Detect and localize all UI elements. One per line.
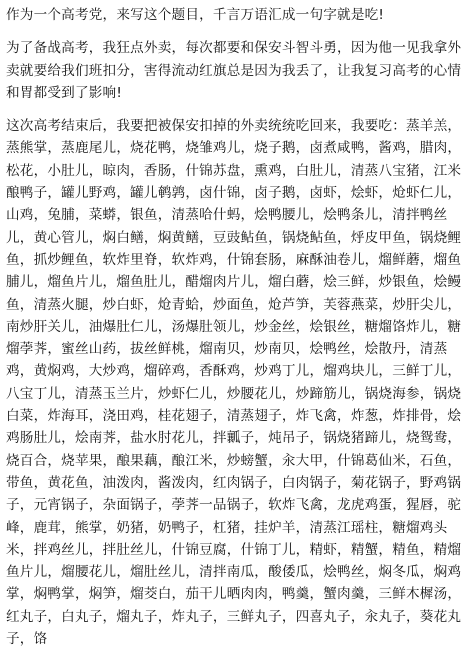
food-list-paragraph: 这次高考结束后，我要把被保安扣掉的外卖统统吃回来，我要吃：蒸羊羔，蒸熊掌，蒸鹿尾儿，烧花鸭，烧雏鸡儿，烧子鹅，卤煮咸鸭，酱鸡，腊肉，松花，小肚儿，晾肉，香肠，什锦苏盘，熏鸡，白肚儿，清蒸八宝猪，江米酿鸭子，罐儿野鸡，罐儿鹌鹑，卤什锦，卤子鹅，卤虾，烩虾，炝虾仁儿，山鸡，兔脯，菜蟒，银鱼，清蒸哈什蚂，烩鸭腰儿，烩鸭条儿，清拌鸭丝儿，黄心管儿，焖白鳝，焖黄鳝，豆豉鲇鱼，锅烧鲇鱼，烀皮甲鱼，锅烧鲤鱼，抓炒鲤鱼，软炸里脊，软炸鸡，什锦套肠，麻酥油卷儿，熘鲜蘑，熘鱼脯儿，熘鱼片儿，熘鱼肚儿，醋熘肉片儿，熘白蘑，烩三鲜，炒银鱼，烩鳗鱼，清蒸火腿，炒白虾，炝青蛤，炒面鱼，炝芦笋，芙蓉燕菜，炒肝尖儿，南炒肝关儿，油爆肚仁儿，汤爆肚领儿，炒金丝，烩银丝，糖熘饹炸儿，糖熘荸荠，蜜丝山药，拔丝鲜桃，熘南贝，炒南贝，烩鸭丝，烩散丹，清蒸鸡，黄焖鸡，大炒鸡，熘碎鸡，香酥鸡，炒鸡丁儿，熘鸡块儿，三鲜丁儿，八宝丁儿，清蒸玉兰片，炒虾仁儿，炒腰花儿，炒蹄筋儿，锅烧海参，锅烧白菜，炸海耳，浇田鸡，桂花翅子，清蒸翅子，炸飞禽，炸葱，炸排骨，烩鸡肠肚儿，烩南荠，盐水肘花儿，拌瓤子，炖吊子，锅烧猪蹄儿，烧鸳鸯，烧百合，烧苹果，酿果藕，酿江米，炒螃蟹，汆大甲，什锦葛仙米，石鱼，带鱼，黄花鱼，油泼肉，酱泼肉，红肉锅子，白肉锅子，菊花锅子，野鸡锅子，元宵锅子，杂面锅子，荸荠一品锅子，软炸飞禽，龙虎鸡蛋，猩唇，驼峰，鹿茸，熊掌，奶猪，奶鸭子，杠猪，挂炉羊，清蒸江瑶柱，糖熘鸡头米，拌鸡丝儿，拌肚丝儿，什锦豆腐，什锦丁儿，精虾，精蟹，精鱼，精熘鱼片儿，熘腰花儿，熘肚丝儿，清拌南瓜，酸倭瓜，烩鸭丝，焖冬瓜，焖鸡掌，焖鸭掌，焖笋，熘茭白，茄干儿晒肉肉，鸭羹，蟹肉羹，三鲜木樨汤，红丸子，白丸子，熘丸子，炸丸子，三鲜丸子，四喜丸子，汆丸子，葵花丸子，饹 bbox=[6, 118, 462, 648]
intro-paragraph: 作为一个高考党，来写这个题目，千言万语汇成一句字就是吃! bbox=[6, 7, 385, 23]
reason-paragraph: 为了备战高考，我狂点外卖，每次都要和保安斗智斗勇，因为他一见我拿外卖就要给我们班扣分，害得流动红旗总是因为我丢了，让我复习高考的心情和胃都受到了影响! bbox=[6, 40, 462, 101]
paragraph-spacer bbox=[6, 104, 468, 115]
paragraph-spacer bbox=[6, 26, 468, 37]
